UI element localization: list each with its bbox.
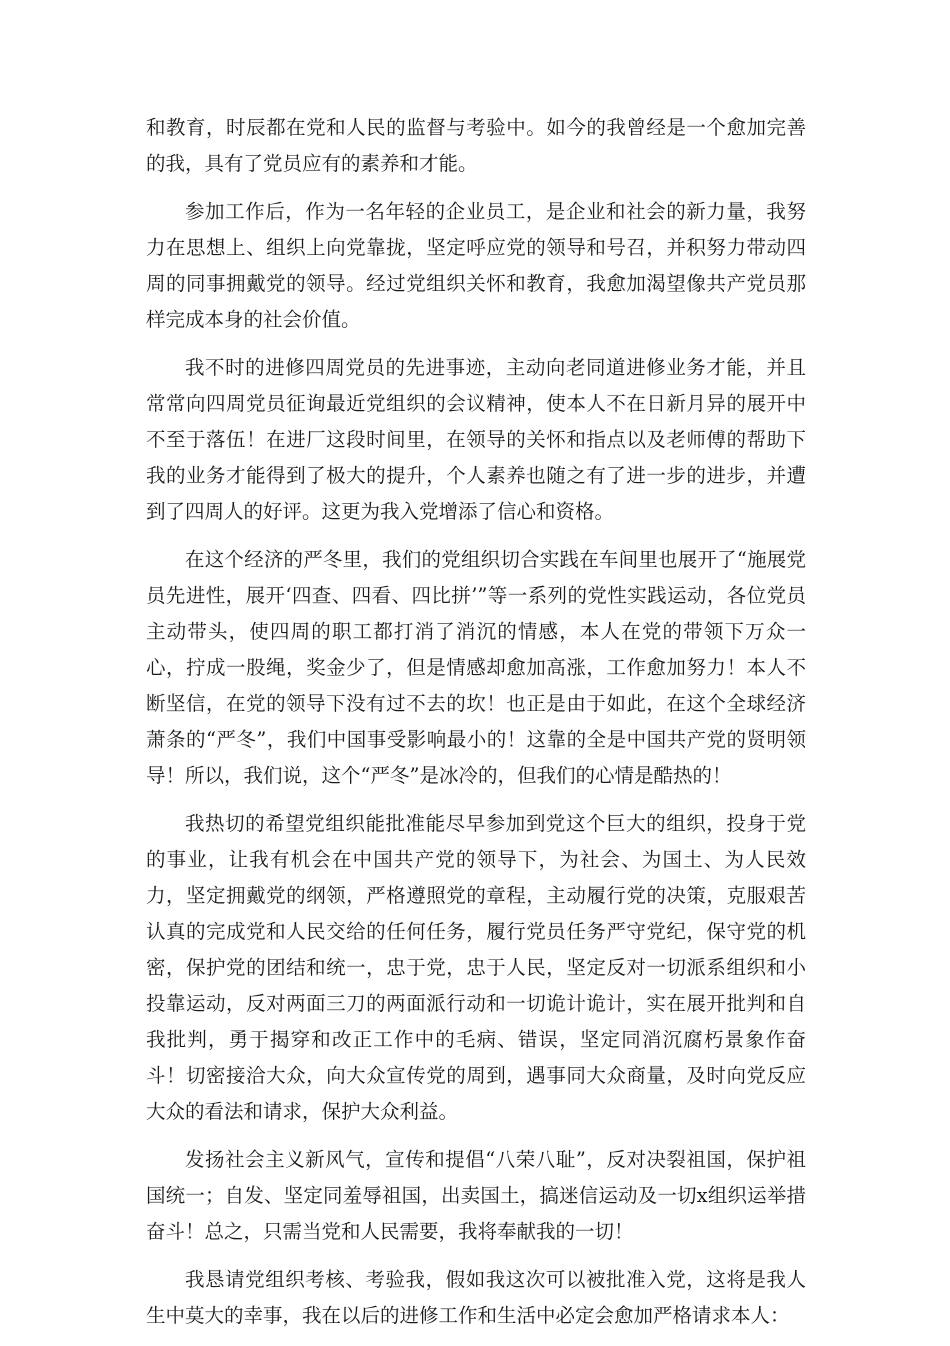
paragraph-4: 在这个经济的严冬里，我们的党组织切合实践在车间里也展开了“施展党员先进性，展开‘四查、四看、四比拼’”等一系列的党性实践运动，各位党员主动带头，使四周的职工都打消了消沉的情感，本人在党的带领下万众一心，拧成一股绳，奖金少了，但是情感却愈加高涨，工作愈加努力！本人不断坚信，在党的领导下没有过不去的坎！也正是由于如此，在这个全球经济萧条的“严冬”，我们中国事受影响最小的！这靠的全是中国共产党的贤明领导！所以，我们说，这个“严冬”是冰冷的，但我们的心情是酷热的！ xyxy=(146,548,806,787)
paragraph-2: 参加工作后，作为一名年轻的企业员工，是企业和社会的新力量，我努力在思想上、组织上向党靠拢，坚定呼应党的领导和号召，并积努力带动四周的同事拥戴党的领导。经过党组织关怀和教育，我愈加渴望像共产党员那样完成本身的社会价值。 xyxy=(146,200,806,331)
document-body xyxy=(146,110,806,1346)
paragraph-6: 发扬社会主义新风气，宣传和提倡“八荣八耻”，反对决裂祖国，保护祖国统一；自发、坚定同羞辱祖国，出卖国土，搞迷信运动及一切x组织运举措奋斗！总之，只需当党和人民需要，我将奉献我的一切！ xyxy=(146,1148,806,1243)
paragraph-7: 我恳请党组织考核、考验我，假如我这次可以被批准入党，这将是我人生中莫大的幸事，我在以后的进修工作和生活中必定会愈加严格请求本人： xyxy=(146,1268,806,1327)
paragraph-3: 我不时的进修四周党员的先进事迹，主动向老同道进修业务才能，并且常常向四周党员征询最近党组织的会议精神，使本人不在日新月异的展开中不至于落伍！在进厂这段时间里，在领导的关怀和指点以及老师傅的帮助下我的业务才能得到了极大的提升，个人素养也随之有了进一步的进步，并遭到了四周人的好评。这更为我入党增添了信心和资格。 xyxy=(146,356,806,523)
paragraph-1: 和教育，时辰都在党和人民的监督与考验中。如今的我曾经是一个愈加完善的我，具有了党员应有的素养和才能。 xyxy=(146,116,806,175)
paragraph-5: 我热切的希望党组织能批准能尽早参加到党这个巨大的组织，投身于党的事业，让我有机会在中国共产党的领导下，为社会、为国土、为人民效力，坚定拥戴党的纲领，严格遵照党的章程，主动履行党的决策，克服艰苦认真的完成党和人民交给的任何任务，履行党员任务严守党纪，保守党的机密，保护党的团结和统一，忠于党，忠于人民，坚定反对一切派系组织和小投靠运动，反对两面三刀的两面派行动和一切诡计诡计，实在展开批判和自我批判，勇于揭穿和改正工作中的毛病、错误，坚定同消沉腐朽景象作奋斗！切密接洽大众，向大众宣传党的周到，遇事同大众商量，及时向党反应大众的看法和请求，保护大众利益。 xyxy=(146,812,806,1123)
